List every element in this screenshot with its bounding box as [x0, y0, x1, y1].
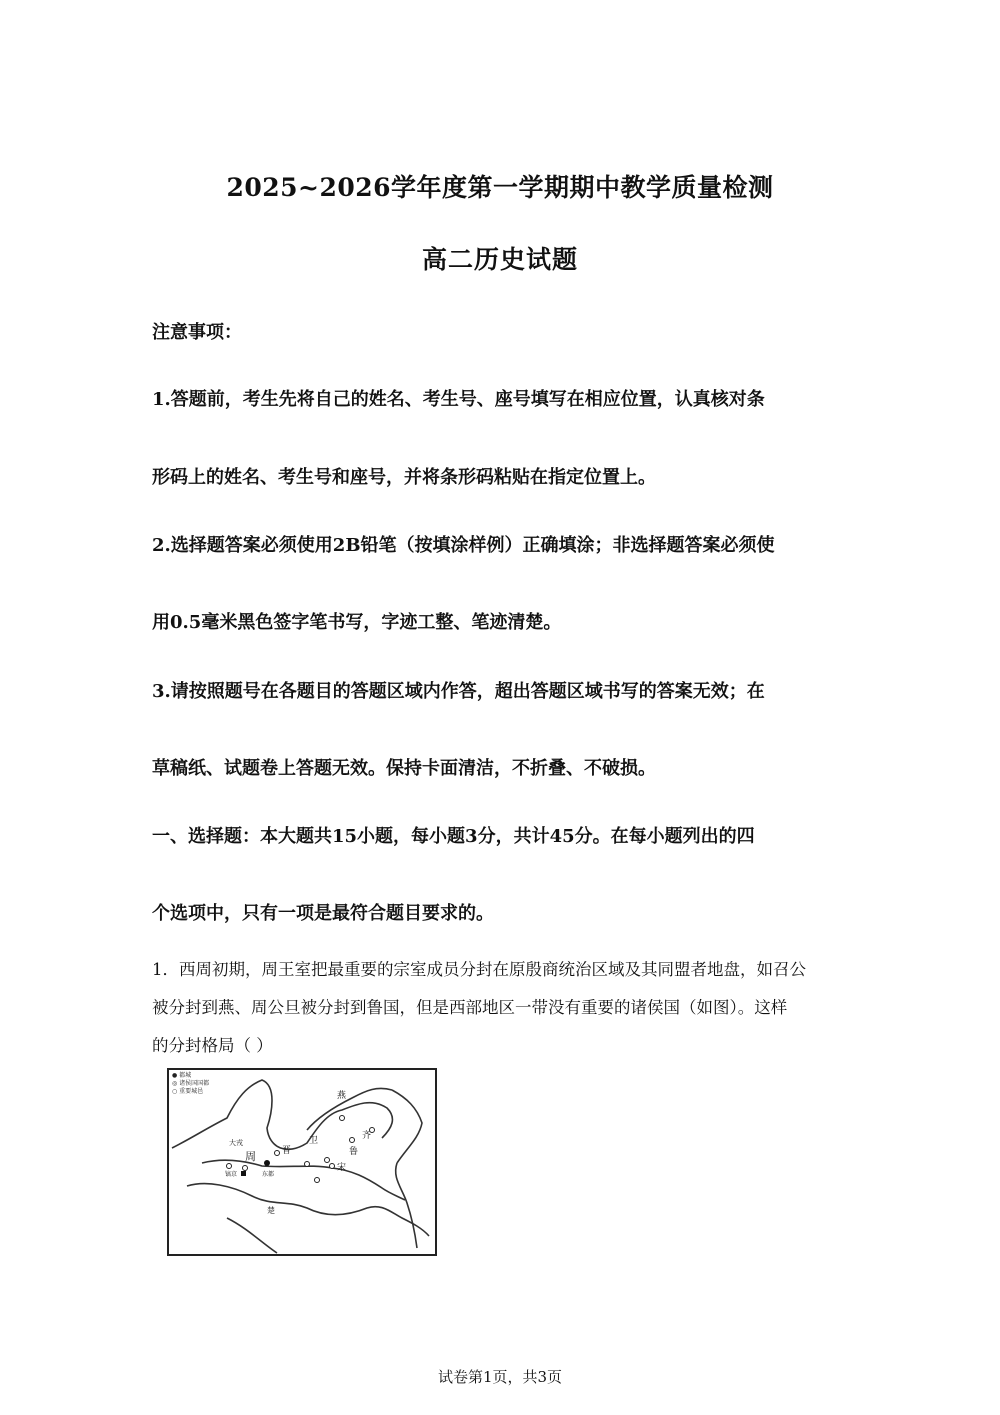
city-marker: [330, 1164, 335, 1169]
exam-title: 2025~2026学年度第一学期期中教学质量检测: [226, 173, 774, 202]
notice-line: 3.请按照题号在各题目的答题区域内作答，超出答题区域书写的答案无效；在: [152, 681, 765, 702]
question-1-text: 被分封到燕、周公旦被分封到鲁国，但是西部地区一带没有重要的诸侯国（如图）。这样: [152, 998, 788, 1017]
city-marker: [243, 1166, 248, 1171]
label-wei: 卫: [309, 1136, 319, 1146]
section-instruction: 一、选择题：本大题共15小题，每小题3分，共计45分。在每小题列出的四: [152, 826, 755, 847]
label-qi: 齐: [362, 1131, 372, 1141]
page-footer: 试卷第1页，共3页: [437, 1368, 563, 1386]
city-marker: [305, 1162, 310, 1167]
notice-heading: 注意事项：: [152, 322, 242, 343]
capital-marker: [264, 1160, 270, 1166]
question-1-text: 的分封格局（ ）: [152, 1036, 273, 1055]
label-lu: 鲁: [349, 1147, 359, 1157]
label-dacheng: 大戎: [229, 1139, 243, 1147]
legend-item: ○ 重要城邑: [172, 1088, 204, 1095]
question-1-text: 1．西周初期，周王室把最重要的宗室成员分封在原殷商统治区域及其同盟者地盘，如召公: [152, 960, 806, 979]
capital-marker: [241, 1171, 246, 1176]
notice-line: 用0.5毫米黑色签字笔书写，字迹工整、笔迹清楚。: [152, 612, 562, 633]
city-marker: [275, 1151, 280, 1156]
notice-line: 草稿纸、试题卷上答题无效。保持卡面清洁，不折叠、不破损。: [152, 758, 656, 779]
notice-line: 1.答题前，考生先将自己的姓名、考生号、座号填写在相应位置，认真核对条: [152, 389, 765, 410]
city-marker: [227, 1164, 232, 1169]
label-chu: 楚: [267, 1206, 275, 1215]
label-jin: 晋: [282, 1146, 292, 1156]
label-song: 宋: [337, 1163, 347, 1173]
label-yan: 燕: [337, 1091, 347, 1101]
label-zhou: 周: [245, 1150, 256, 1163]
legend-item: ● 都城: [172, 1072, 192, 1079]
city-marker: [315, 1178, 320, 1183]
city-marker: [340, 1116, 345, 1121]
label-haojing: 镐京: [225, 1171, 238, 1178]
exam-subtitle: 高二历史试题: [421, 245, 578, 274]
section-instruction: 个选项中，只有一项是最符合题目要求的。: [152, 903, 494, 924]
label-dongdu: 东都: [262, 1171, 275, 1178]
notice-line: 2.选择题答案必须使用2B铅笔（按填涂样例）正确填涂；非选择题答案必须使: [152, 535, 775, 556]
city-marker: [325, 1158, 330, 1163]
western-zhou-map: [167, 1068, 437, 1256]
legend-item: ◎ 诸侯国国都: [172, 1080, 210, 1087]
city-marker: [350, 1138, 355, 1143]
notice-line: 形码上的姓名、考生号和座号，并将条形码粘贴在指定位置上。: [152, 467, 656, 488]
